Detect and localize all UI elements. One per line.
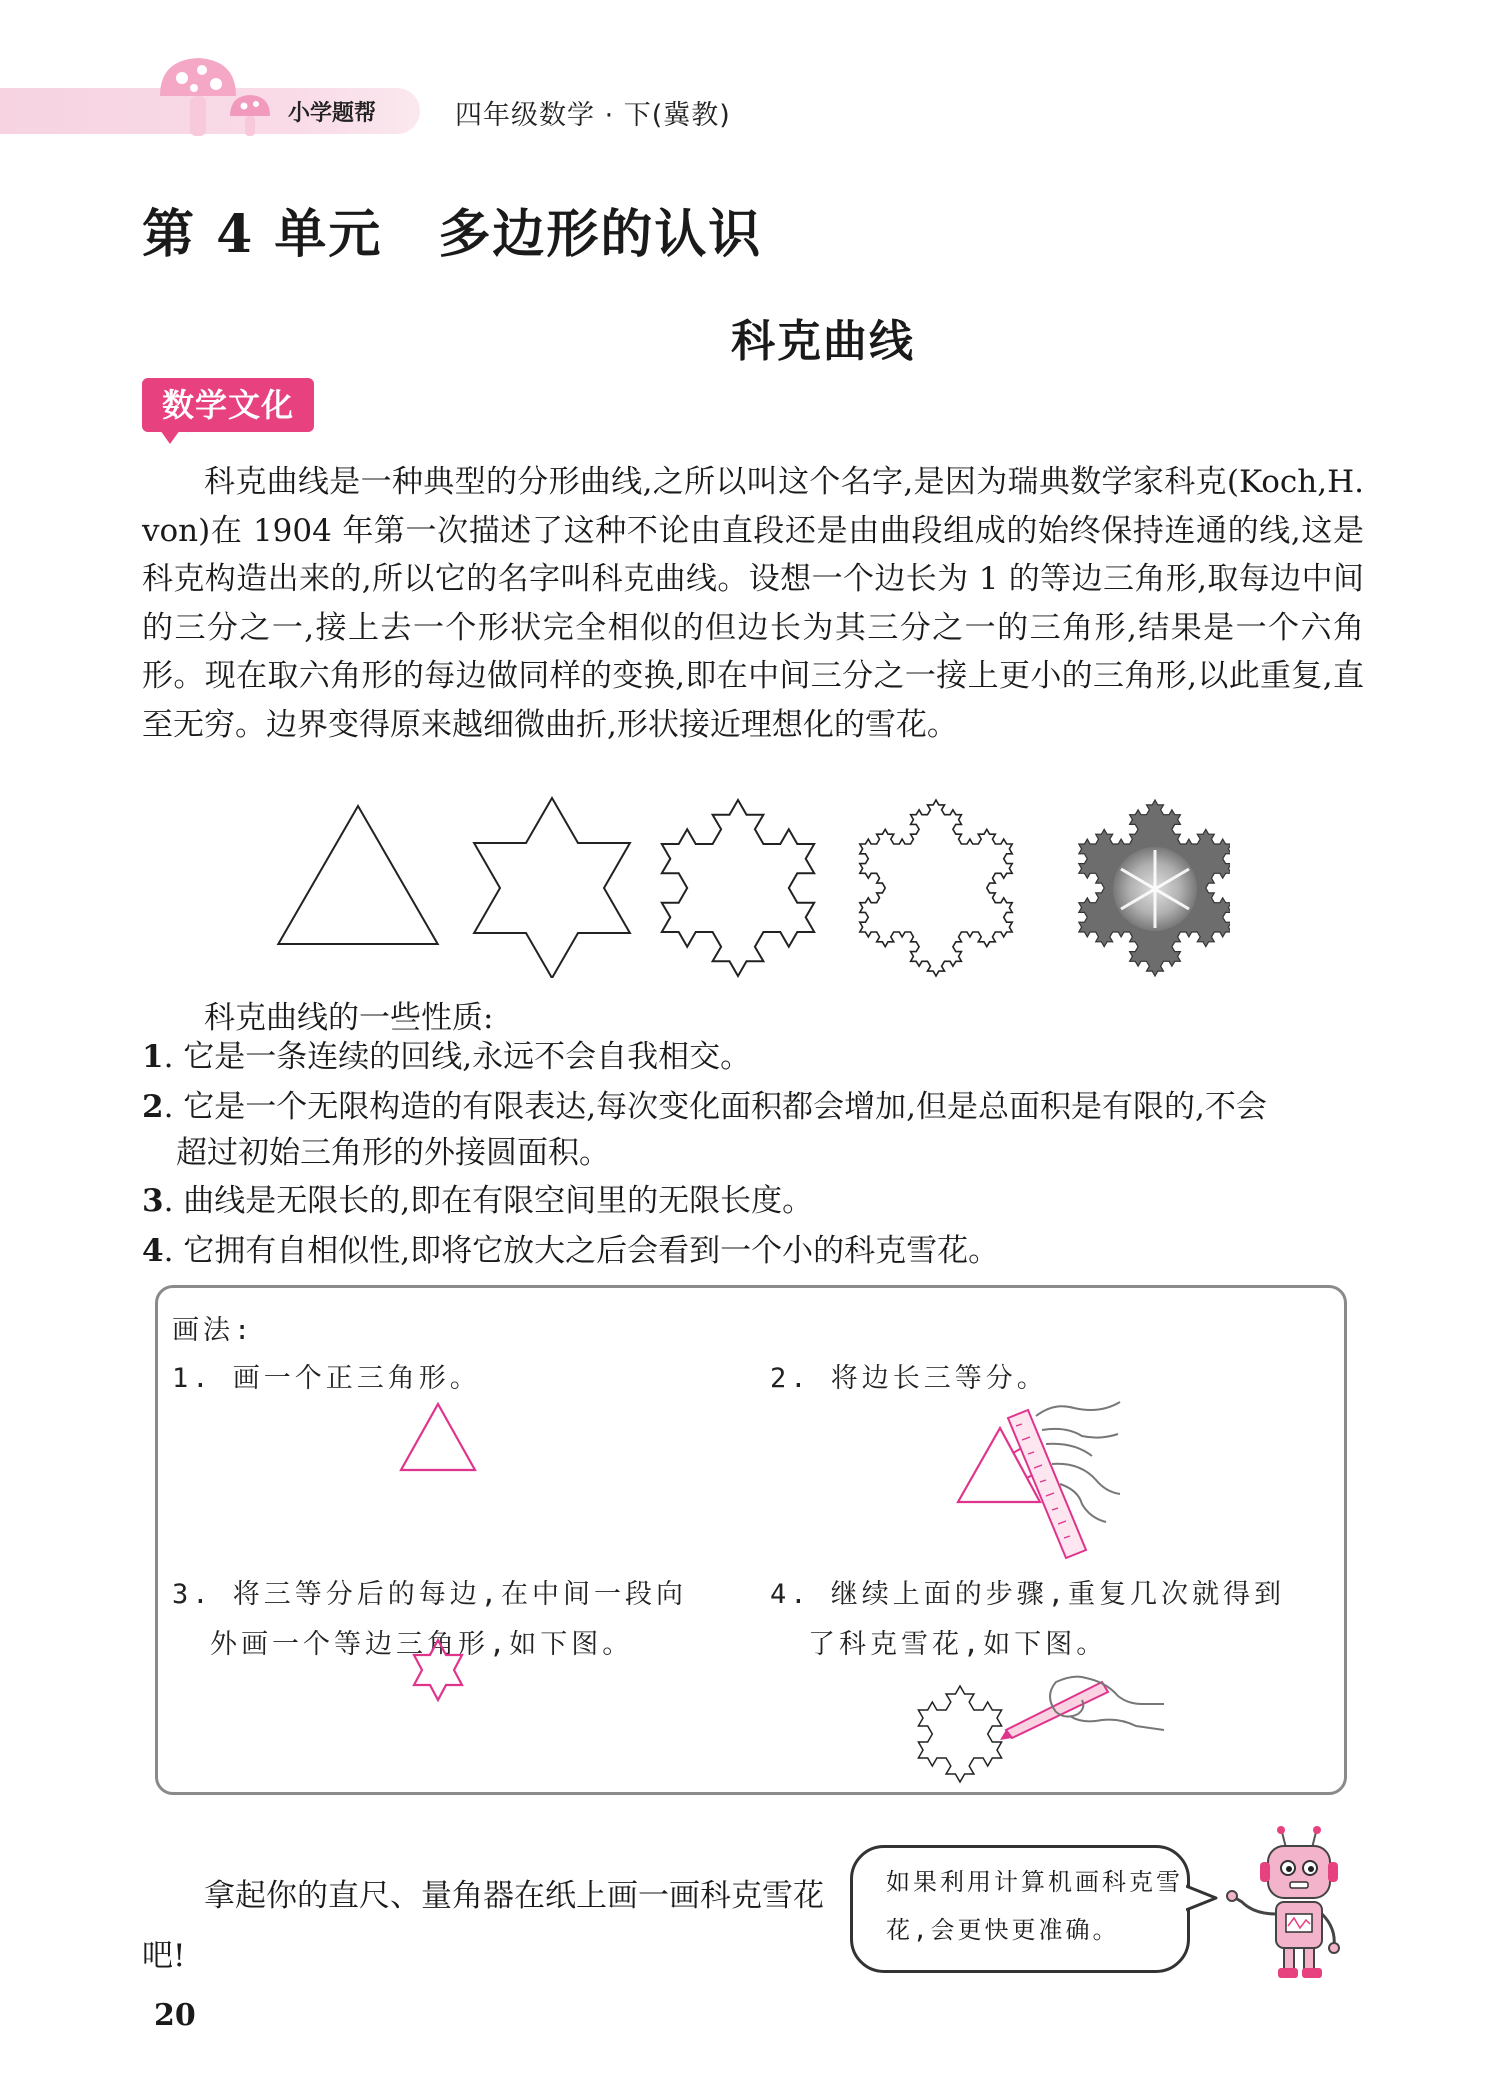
step1-triangle	[395, 1398, 481, 1478]
koch-iteration-0	[278, 806, 437, 944]
math-culture-tag: 数学文化	[142, 378, 314, 432]
property-number: 4	[142, 1233, 164, 1269]
mushroom-logo-icon	[150, 50, 290, 142]
pencil-hand-icon	[1000, 1677, 1164, 1740]
step4-figure	[906, 1668, 1166, 1790]
koch-iteration-3	[860, 800, 1012, 976]
property-number: 2	[142, 1089, 164, 1125]
koch-iteration-2	[662, 800, 814, 976]
step-text: 4. 继续上面的步骤,重复几次就得到	[770, 1579, 1286, 1610]
page-number: 20	[154, 1998, 196, 2033]
method-step-2: 2. 将边长三等分。	[770, 1363, 1048, 1394]
properties-heading: 科克曲线的一些性质:	[204, 1000, 494, 1036]
speech-bubble-tail	[1186, 1880, 1226, 1920]
property-text: . 它是一个无限构造的有限表达,每次变化面积都会增加,但是总面积是有限的,不会	[163, 1089, 1267, 1125]
step3-hexagram	[392, 1620, 484, 1720]
property-text: . 它拥有自相似性,即将它放大之后会看到一个小的科克雪花。	[163, 1233, 1000, 1269]
property-number: 3	[142, 1183, 164, 1219]
property-text: . 曲线是无限长的,即在有限空间里的无限长度。	[163, 1183, 814, 1219]
unit-label: 第 4 单元	[142, 204, 383, 265]
method-step-1: 1. 画一个正三角形。	[172, 1363, 481, 1394]
step-text-continued: 外画一个等边三角形,如下图。	[210, 1629, 634, 1660]
tag-tail	[160, 430, 180, 444]
header-subtitle: 四年级数学 · 下(冀教)	[455, 100, 731, 131]
property-item	[142, 1034, 1364, 1080]
koch-iteration-1	[474, 798, 630, 978]
property-item	[142, 1084, 1364, 1176]
method-step-4	[770, 1570, 1285, 1670]
step-text: 3. 将三等分后的每边,在中间一段向	[172, 1579, 688, 1610]
koch-iterations-figure	[270, 788, 1230, 978]
property-text-continued: 超过初始三角形的外接圆面积。	[176, 1135, 610, 1171]
ruler-hand-icon	[1008, 1402, 1120, 1558]
property-text: . 它是一条连续的回线,永远不会自我相交。	[163, 1039, 752, 1075]
unit-title	[142, 192, 762, 267]
property-item	[142, 1228, 1364, 1274]
step-text-continued: 了科克雪花,如下图。	[808, 1629, 1108, 1660]
method-heading: 画法:	[172, 1315, 255, 1346]
intro-paragraph: 科克曲线是一种典型的分形曲线,之所以叫这个名字,是因为瑞典数学家科克(Koch,H. von)在 1904 年第一次描述了这种不论由直段还是由曲段组成的始终保持连通的线,这是科克构造出来的,所以它的名字叫科克曲线。设想一个边长为 1 的等边三角形,取每边中间的三分之一,接上去一个形状完全相似的但边长为其三分之一的三角形,结果是一个六角形。现在取六角形的每边做同样的变换,即在中间三分之一接上更小的三角形,以此重复,直至无穷。边界变得原来越细微曲折,形状接近理想化的雪花。	[142, 464, 1364, 743]
section-title: 科克曲线	[731, 316, 915, 367]
closing-line: 拿起你的直尺、量角器在纸上画一画科克雪花吧!	[142, 1878, 824, 1974]
snowflake-photo-icon	[1079, 800, 1230, 976]
bubble-text: 如果利用计算机画科克雪花,会更快更准确。	[886, 1868, 1183, 1944]
unit-name: 多边形的认识	[438, 204, 763, 265]
robot-mascot-icon	[1224, 1818, 1374, 1988]
property-number: 1	[142, 1039, 164, 1075]
property-item	[142, 1178, 1364, 1224]
brand-name: 小学题帮	[288, 101, 377, 126]
step2-figure	[950, 1400, 1130, 1580]
